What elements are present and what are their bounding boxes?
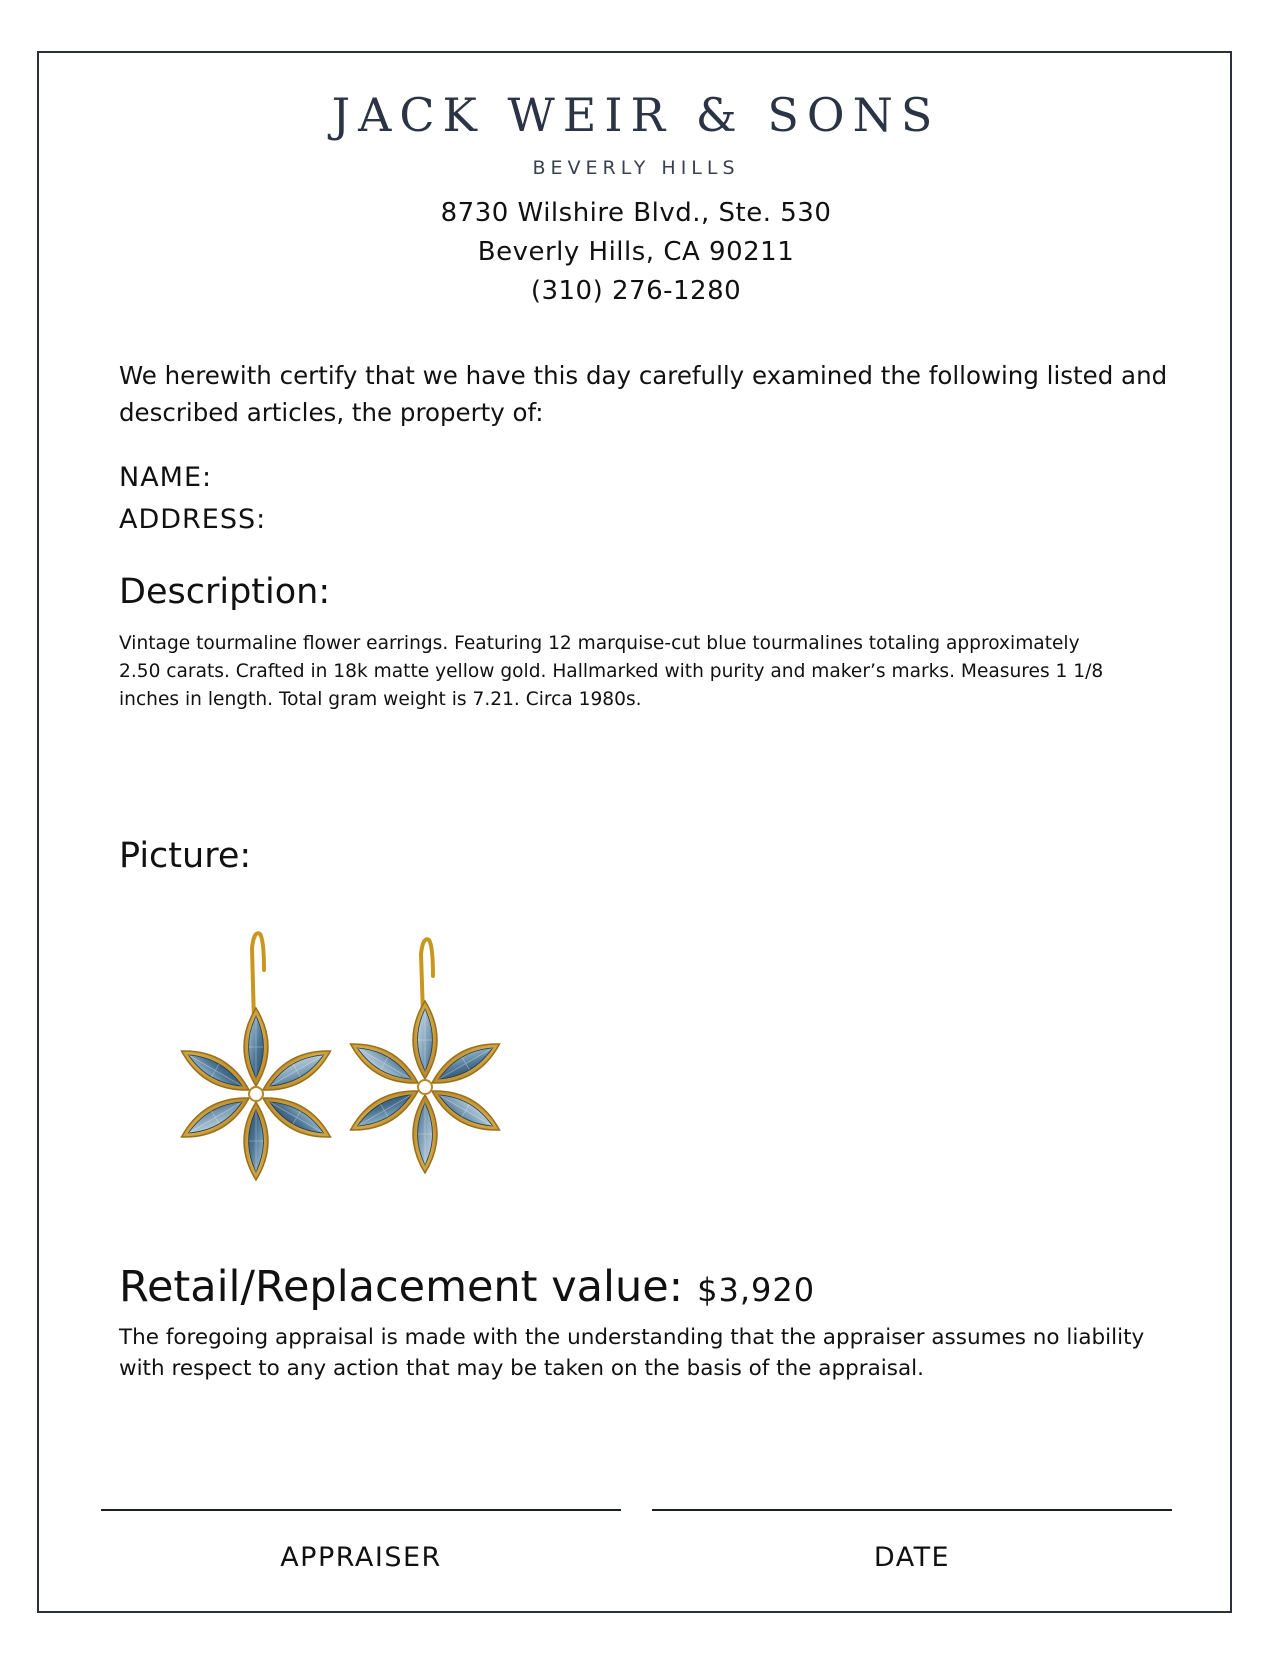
petal-5	[345, 1081, 425, 1141]
value-row	[119, 1262, 815, 1312]
flower-center	[249, 1087, 263, 1101]
picture-heading: Picture:	[119, 836, 252, 876]
petal-6	[345, 1034, 425, 1094]
petal-2	[426, 1034, 506, 1094]
description-text: Vintage tourmaline flower earrings. Featuring 12 marquise-cut blue tourmalines totaling approximately 2.50 carats. Crafted in 18k matte yellow gold. Hallmarked with purity and maker’s marks. Measures 1 1/8 inches in length. Total gram weight is 7.21. Circa 1980s.	[119, 633, 1104, 710]
certification-statement: We herewith certify that we have this day carefully examined the following listed and described articles, the property of:	[119, 361, 1168, 427]
value-amount: $3,920	[697, 1271, 816, 1309]
address-label: ADDRESS:	[119, 504, 267, 535]
earrings-picture	[160, 922, 530, 1222]
petal-3	[257, 1088, 337, 1148]
petal-6	[176, 1041, 256, 1101]
brand-city: BEVERLY HILLS	[532, 157, 740, 179]
date-signature-line	[652, 1509, 1172, 1511]
ear-wire	[252, 933, 264, 1022]
value-label: Retail/Replacement value:	[119, 1262, 684, 1312]
phone-number: (310) 276-1280	[530, 276, 742, 306]
appraiser-label: APPRAISER	[280, 1542, 442, 1573]
petal-4	[413, 1095, 437, 1173]
appraiser-signature-line	[101, 1509, 621, 1511]
description-heading: Description:	[119, 572, 331, 612]
petal-1	[413, 1001, 437, 1079]
flower-center	[418, 1080, 432, 1094]
address-line-2: Beverly Hills, CA 90211	[477, 237, 795, 267]
petal-2	[257, 1041, 337, 1101]
name-label: NAME:	[119, 462, 213, 493]
brand-name: JACK WEIR & SONS	[331, 88, 941, 142]
right-earring	[345, 939, 506, 1173]
date-label: DATE	[873, 1542, 951, 1573]
petal-1	[244, 1008, 268, 1086]
left-earring	[176, 933, 337, 1180]
petal-4	[244, 1102, 268, 1180]
address-line-1: 8730 Wilshire Blvd., Ste. 530	[440, 198, 832, 228]
earrings-image	[160, 922, 530, 1222]
petal-5	[176, 1088, 256, 1148]
petal-3	[426, 1081, 506, 1141]
disclaimer-text: The foregoing appraisal is made with the understanding that the appraiser assumes no liability with respect to any action that may be taken on the basis of the appraisal.	[119, 1325, 1145, 1381]
